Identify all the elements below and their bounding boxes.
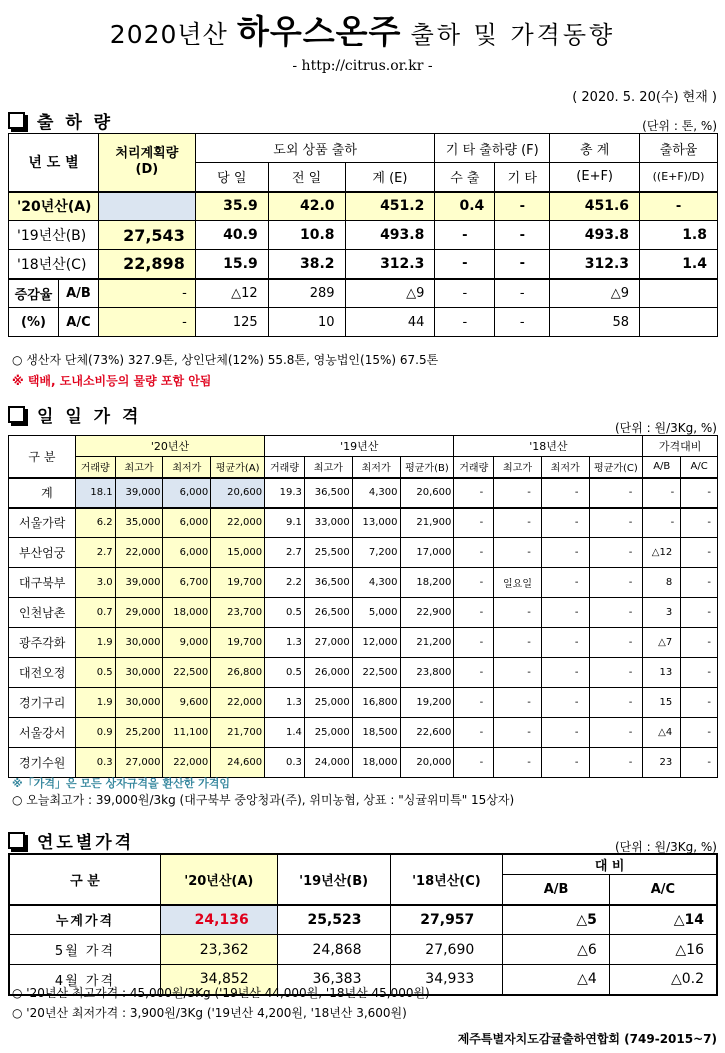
- price-cell: -: [589, 658, 643, 688]
- price-cell: 20,600: [211, 478, 265, 508]
- price-cell: -: [541, 718, 589, 748]
- price-cell: 21,200: [400, 628, 454, 658]
- yearly-price-table: [8, 853, 718, 996]
- price-cell: -: [454, 688, 494, 718]
- price-cell: -: [541, 628, 589, 658]
- change-label: 증감율: [9, 279, 59, 308]
- daily-price-table: [8, 435, 718, 778]
- price-cell: 13: [643, 658, 681, 688]
- price-cell: -: [454, 748, 494, 778]
- table-row: [9, 935, 717, 965]
- price-cell: 36,500: [304, 568, 352, 598]
- price-cell: -: [454, 658, 494, 688]
- daily-col-group: 구 분: [9, 436, 76, 478]
- daily-subheader: 최고가: [115, 457, 163, 478]
- price-cell: 0.7: [75, 598, 115, 628]
- price-cell: 9,600: [163, 688, 211, 718]
- price-cell: -: [541, 568, 589, 598]
- price-cell: 11,100: [163, 718, 211, 748]
- price-cell: 7,200: [352, 538, 400, 568]
- cell-etc: -: [495, 279, 550, 308]
- cell-total: 312.3: [550, 250, 640, 279]
- site-url[interactable]: - http://citrus.or.kr -: [292, 58, 433, 74]
- price-cell: 22,000: [211, 508, 265, 538]
- price-cell: 15: [643, 688, 681, 718]
- cell-rate: 1.4: [640, 250, 718, 279]
- price-cell: 20,600: [400, 478, 454, 508]
- row-label: A/C: [58, 308, 98, 337]
- daily-unit: (단위 : 원/3Kg, %): [614, 421, 717, 435]
- row-label: 누계가격: [9, 905, 160, 935]
- cell-ab: △6: [503, 935, 610, 965]
- daily-subheader: 평균가(A): [211, 457, 265, 478]
- cell-b: 24,868: [277, 935, 390, 965]
- price-cell: 18.1: [75, 478, 115, 508]
- yearly-compare: 대 비: [503, 854, 717, 875]
- cell-total: 58: [550, 308, 640, 337]
- yearly-title: 연도별가격: [37, 833, 135, 853]
- cell-export: 0.4: [435, 192, 495, 221]
- row-label: 5월 가격: [9, 935, 160, 965]
- price-cell: 0.5: [265, 658, 305, 688]
- price-cell: -: [541, 478, 589, 508]
- col-sum: 계 (E): [345, 163, 435, 192]
- price-cell: -: [454, 538, 494, 568]
- table-row: [9, 568, 718, 598]
- cell-c: 27,690: [390, 935, 503, 965]
- row-label: 광주각화: [9, 628, 76, 658]
- price-cell: -: [589, 478, 643, 508]
- daily-note-2: ○ 오늘최고가 : 39,000원/3kg (대구북부 중앙청과(주), 위미농협, 상표 : "싱귤위미특" 15상자): [12, 793, 515, 807]
- daily-subheader: 거래량: [454, 457, 494, 478]
- row-label: '20년산(A): [9, 192, 99, 221]
- price-cell: 8: [643, 568, 681, 598]
- title-year: 2020년산: [109, 20, 228, 49]
- price-cell: 2.2: [265, 568, 305, 598]
- cell-etc: -: [495, 250, 550, 279]
- yearly-heading: [8, 828, 134, 853]
- price-cell: 17,000: [400, 538, 454, 568]
- col-year: 년 도 별: [9, 134, 99, 192]
- price-cell: 23: [643, 748, 681, 778]
- shipment-table: [8, 133, 718, 337]
- price-cell: 1.9: [75, 688, 115, 718]
- price-cell: -: [494, 598, 542, 628]
- price-cell: -: [541, 688, 589, 718]
- cell-etc: -: [495, 192, 550, 221]
- pct-label: (%): [9, 308, 59, 337]
- daily-subheader: 거래량: [265, 457, 305, 478]
- price-cell: 9.1: [265, 508, 305, 538]
- cell-rate: 1.8: [640, 221, 718, 250]
- cell-total: △9: [550, 279, 640, 308]
- price-cell: 29,000: [115, 598, 163, 628]
- yearly-h18: '18년산(C): [390, 854, 503, 905]
- row-label: 서울가락: [9, 508, 76, 538]
- price-cell: △7: [643, 628, 681, 658]
- yearly-note-2: ○ '20년산 최저가격 : 3,900원/3Kg ('19년산 4,200원, '18년산 3,600원): [12, 1006, 407, 1020]
- price-cell: 25,500: [304, 538, 352, 568]
- table-row: [9, 279, 718, 308]
- col-total: 총 계: [550, 134, 640, 163]
- title-main: 하우스온주: [237, 12, 402, 51]
- row-label: 서울강서: [9, 718, 76, 748]
- cell-prev: 289: [268, 279, 345, 308]
- price-cell: 30,000: [115, 658, 163, 688]
- table-row: [9, 688, 718, 718]
- price-cell: 22,000: [115, 538, 163, 568]
- row-label: 계: [9, 478, 76, 508]
- title-sub: 출하 및 가격동향: [410, 21, 616, 49]
- daily-subheader: 평균가(B): [400, 457, 454, 478]
- cell-b: 36,383: [277, 965, 390, 995]
- price-cell: 2.7: [265, 538, 305, 568]
- table-row: [9, 308, 718, 337]
- daily-compare: 가격대비: [643, 436, 718, 457]
- shipment-unit: (단위 : 톤, %): [642, 119, 717, 133]
- yearly-col-group: 구 분: [9, 854, 160, 905]
- row-label: '19년산(B): [9, 221, 99, 250]
- price-cell: -: [589, 718, 643, 748]
- cell-export: -: [435, 308, 495, 337]
- price-cell: -: [681, 478, 718, 508]
- col-plan: 처리계획량 (D): [98, 134, 195, 192]
- yearly-unit: (단위 : 원/3Kg, %): [614, 840, 717, 854]
- cell-a: 34,852: [160, 965, 277, 995]
- cell-plan: [98, 192, 195, 221]
- col-ef: (E+F): [550, 163, 640, 192]
- price-cell: -: [454, 508, 494, 538]
- price-cell: 26,800: [211, 658, 265, 688]
- price-cell: 3: [643, 598, 681, 628]
- price-cell: 6.2: [75, 508, 115, 538]
- yearly-ac: A/C: [609, 875, 717, 905]
- price-cell: -: [494, 478, 542, 508]
- cell-prev: 10.8: [268, 221, 345, 250]
- price-cell: 2.7: [75, 538, 115, 568]
- price-cell: 26,500: [304, 598, 352, 628]
- price-cell: △12: [643, 538, 681, 568]
- price-cell: -: [541, 598, 589, 628]
- page-title: [0, 6, 725, 53]
- price-cell: -: [494, 748, 542, 778]
- cell-plan: -: [98, 279, 195, 308]
- daily-note-1: ※「가격」은 모든 상자규격을 환산한 가격임: [12, 777, 231, 790]
- cell-export: -: [435, 279, 495, 308]
- price-cell: -: [681, 508, 718, 538]
- price-cell: -: [494, 508, 542, 538]
- cell-etc: -: [495, 308, 550, 337]
- row-label: '18년산(C): [9, 250, 99, 279]
- row-label: A/B: [58, 279, 98, 308]
- price-cell: 4,300: [352, 568, 400, 598]
- daily-subheader: 평균가(C): [589, 457, 643, 478]
- price-cell: 22,500: [352, 658, 400, 688]
- price-cell: 15,000: [211, 538, 265, 568]
- daily-title: 일 일 가 격: [37, 407, 142, 427]
- cell-sum: 44: [345, 308, 435, 337]
- cell-plan: -: [98, 308, 195, 337]
- price-cell: 20,000: [400, 748, 454, 778]
- daily-subheader: A/B: [643, 457, 681, 478]
- price-cell: 21,900: [400, 508, 454, 538]
- daily-y20: '20년산: [75, 436, 264, 457]
- daily-subheader: 최저가: [352, 457, 400, 478]
- table-row: [9, 478, 718, 508]
- cell-rate: -: [640, 192, 718, 221]
- price-cell: 33,000: [304, 508, 352, 538]
- price-cell: 30,000: [115, 688, 163, 718]
- price-cell: 25,200: [115, 718, 163, 748]
- price-cell: 24,000: [304, 748, 352, 778]
- table-row: [9, 598, 718, 628]
- shipment-note-1: ○ 생산자 단체(73%) 327.9톤, 상인단체(12%) 55.8톤, 영농법인(15%) 67.5톤: [12, 353, 439, 367]
- price-cell: 27,000: [115, 748, 163, 778]
- row-label: 인천남촌: [9, 598, 76, 628]
- row-label: 경기수원: [9, 748, 76, 778]
- cell-ac: △14: [609, 905, 717, 935]
- col-export: 수 출: [435, 163, 495, 192]
- col-other: 기 타 출하량 (F): [435, 134, 550, 163]
- price-cell: 5,000: [352, 598, 400, 628]
- price-cell: 36,500: [304, 478, 352, 508]
- yearly-h20: '20년산(A): [160, 854, 277, 905]
- price-cell: -: [541, 748, 589, 778]
- daily-subheader: A/C: [681, 457, 718, 478]
- cell-plan: 27,543: [98, 221, 195, 250]
- price-cell: 6,000: [163, 478, 211, 508]
- cell-sum: 493.8: [345, 221, 435, 250]
- price-cell: 0.9: [75, 718, 115, 748]
- cell-prev: 38.2: [268, 250, 345, 279]
- price-cell: -: [541, 658, 589, 688]
- price-cell: 23,700: [211, 598, 265, 628]
- cell-sum: 451.2: [345, 192, 435, 221]
- price-cell: -: [589, 628, 643, 658]
- price-cell: 18,500: [352, 718, 400, 748]
- price-cell: 24,600: [211, 748, 265, 778]
- daily-subheader: 최저가: [541, 457, 589, 478]
- price-cell: 22,000: [163, 748, 211, 778]
- price-cell: 26,000: [304, 658, 352, 688]
- col-rate-formula: ((E+F)/D): [640, 163, 718, 192]
- daily-subheader: 거래량: [75, 457, 115, 478]
- cell-a: 23,362: [160, 935, 277, 965]
- daily-y18: '18년산: [454, 436, 643, 457]
- table-row: [9, 905, 717, 935]
- price-cell: 0.5: [265, 598, 305, 628]
- price-cell: 39,000: [115, 568, 163, 598]
- col-prev: 전 일: [268, 163, 345, 192]
- price-cell: 19,700: [211, 568, 265, 598]
- row-label: 4월 가격: [9, 965, 160, 995]
- cell-sum: 312.3: [345, 250, 435, 279]
- table-row: [9, 538, 718, 568]
- table-row: [9, 628, 718, 658]
- cell-today: 15.9: [195, 250, 268, 279]
- col-rate: 출하율: [640, 134, 718, 163]
- price-cell: 19,700: [211, 628, 265, 658]
- cell-today: 125: [195, 308, 268, 337]
- cell-a: 24,136: [160, 905, 277, 935]
- cell-plan: 22,898: [98, 250, 195, 279]
- price-cell: 일요일: [494, 568, 542, 598]
- price-cell: -: [681, 688, 718, 718]
- cell-ab: △5: [503, 905, 610, 935]
- daily-subheader: 최저가: [163, 457, 211, 478]
- table-row: [9, 250, 718, 279]
- price-cell: 23,800: [400, 658, 454, 688]
- price-cell: -: [454, 598, 494, 628]
- price-cell: △4: [643, 718, 681, 748]
- shipment-note-2: ※ 택배, 도내소비등의 물량 포함 안됨: [12, 374, 212, 388]
- price-cell: -: [454, 718, 494, 748]
- price-cell: 25,000: [304, 718, 352, 748]
- price-cell: 0.3: [265, 748, 305, 778]
- price-cell: -: [454, 478, 494, 508]
- cell-today: △12: [195, 279, 268, 308]
- price-cell: 0.3: [75, 748, 115, 778]
- price-cell: -: [681, 658, 718, 688]
- price-cell: -: [643, 508, 681, 538]
- table-row: [9, 718, 718, 748]
- price-cell: -: [589, 688, 643, 718]
- row-label: 대구북부: [9, 568, 76, 598]
- price-cell: 22,600: [400, 718, 454, 748]
- price-cell: 18,000: [163, 598, 211, 628]
- price-cell: 18,000: [352, 748, 400, 778]
- price-cell: -: [494, 718, 542, 748]
- cell-today: 35.9: [195, 192, 268, 221]
- price-cell: -: [681, 568, 718, 598]
- price-cell: 16,800: [352, 688, 400, 718]
- daily-heading: [8, 402, 141, 427]
- price-cell: 21,700: [211, 718, 265, 748]
- price-cell: 13,000: [352, 508, 400, 538]
- shipment-heading: [8, 108, 113, 133]
- price-cell: 1.3: [265, 628, 305, 658]
- price-cell: -: [494, 538, 542, 568]
- price-cell: 12,000: [352, 628, 400, 658]
- daily-subheader: 최고가: [304, 457, 352, 478]
- price-cell: 3.0: [75, 568, 115, 598]
- price-cell: 1.3: [265, 688, 305, 718]
- cell-c: 34,933: [390, 965, 503, 995]
- cell-ac: △0.2: [609, 965, 717, 995]
- price-cell: -: [681, 748, 718, 778]
- cell-c: 27,957: [390, 905, 503, 935]
- cell-rate: [640, 308, 718, 337]
- price-cell: 39,000: [115, 478, 163, 508]
- price-cell: 4,300: [352, 478, 400, 508]
- cell-sum: △9: [345, 279, 435, 308]
- price-cell: -: [681, 718, 718, 748]
- price-cell: 30,000: [115, 628, 163, 658]
- price-cell: -: [681, 598, 718, 628]
- cell-ab: △4: [503, 965, 610, 995]
- price-cell: -: [589, 568, 643, 598]
- daily-y19: '19년산: [265, 436, 454, 457]
- price-cell: 0.5: [75, 658, 115, 688]
- price-cell: 1.4: [265, 718, 305, 748]
- price-cell: -: [454, 628, 494, 658]
- cell-b: 25,523: [277, 905, 390, 935]
- col-land: 도외 상품 출하: [195, 134, 435, 163]
- price-cell: 22,900: [400, 598, 454, 628]
- price-cell: -: [494, 628, 542, 658]
- cell-export: -: [435, 221, 495, 250]
- row-label: 부산엄궁: [9, 538, 76, 568]
- daily-subheader: 최고가: [494, 457, 542, 478]
- cell-export: -: [435, 250, 495, 279]
- shipment-title: 출 하 량: [37, 113, 114, 133]
- table-row: [9, 748, 718, 778]
- price-cell: 27,000: [304, 628, 352, 658]
- price-cell: 6,000: [163, 538, 211, 568]
- table-row: [9, 192, 718, 221]
- price-cell: 22,500: [163, 658, 211, 688]
- footer-org: 제주특별자치도감귤출하연합회 (749-2015~7): [457, 1032, 717, 1046]
- price-cell: -: [454, 568, 494, 598]
- price-cell: 9,000: [163, 628, 211, 658]
- price-cell: -: [494, 658, 542, 688]
- table-row: [9, 658, 718, 688]
- price-cell: -: [589, 598, 643, 628]
- price-cell: 6,700: [163, 568, 211, 598]
- cell-prev: 10: [268, 308, 345, 337]
- cell-rate: [640, 279, 718, 308]
- checkbox-square-icon: [8, 112, 25, 129]
- price-cell: 1.9: [75, 628, 115, 658]
- price-cell: -: [541, 538, 589, 568]
- report-date: ( 2020. 5. 20(수) 현재 ): [572, 90, 717, 105]
- table-row: [9, 221, 718, 250]
- yearly-note-1: ○ '20년산 최고가격 : 45,000원/3Kg ('19년산 44,000원, '18년산 45,000원): [12, 986, 430, 1000]
- yearly-ab: A/B: [503, 875, 610, 905]
- price-cell: -: [541, 508, 589, 538]
- cell-today: 40.9: [195, 221, 268, 250]
- cell-total: 493.8: [550, 221, 640, 250]
- price-cell: -: [643, 478, 681, 508]
- table-row: [9, 508, 718, 538]
- yearly-h19: '19년산(B): [277, 854, 390, 905]
- col-etc: 기 타: [495, 163, 550, 192]
- row-label: 대전오정: [9, 658, 76, 688]
- price-cell: 19,200: [400, 688, 454, 718]
- price-cell: 22,000: [211, 688, 265, 718]
- cell-prev: 42.0: [268, 192, 345, 221]
- price-cell: 25,000: [304, 688, 352, 718]
- price-cell: -: [494, 688, 542, 718]
- price-cell: 35,000: [115, 508, 163, 538]
- price-cell: -: [589, 748, 643, 778]
- checkbox-square-icon: [8, 406, 25, 423]
- price-cell: -: [681, 628, 718, 658]
- price-cell: 6,000: [163, 508, 211, 538]
- price-cell: -: [681, 538, 718, 568]
- checkbox-square-icon: [8, 832, 25, 849]
- cell-etc: -: [495, 221, 550, 250]
- price-cell: 18,200: [400, 568, 454, 598]
- col-today: 당 일: [195, 163, 268, 192]
- price-cell: -: [589, 508, 643, 538]
- price-cell: -: [589, 538, 643, 568]
- row-label: 경기구리: [9, 688, 76, 718]
- price-cell: 19.3: [265, 478, 305, 508]
- cell-total: 451.6: [550, 192, 640, 221]
- cell-ac: △16: [609, 935, 717, 965]
